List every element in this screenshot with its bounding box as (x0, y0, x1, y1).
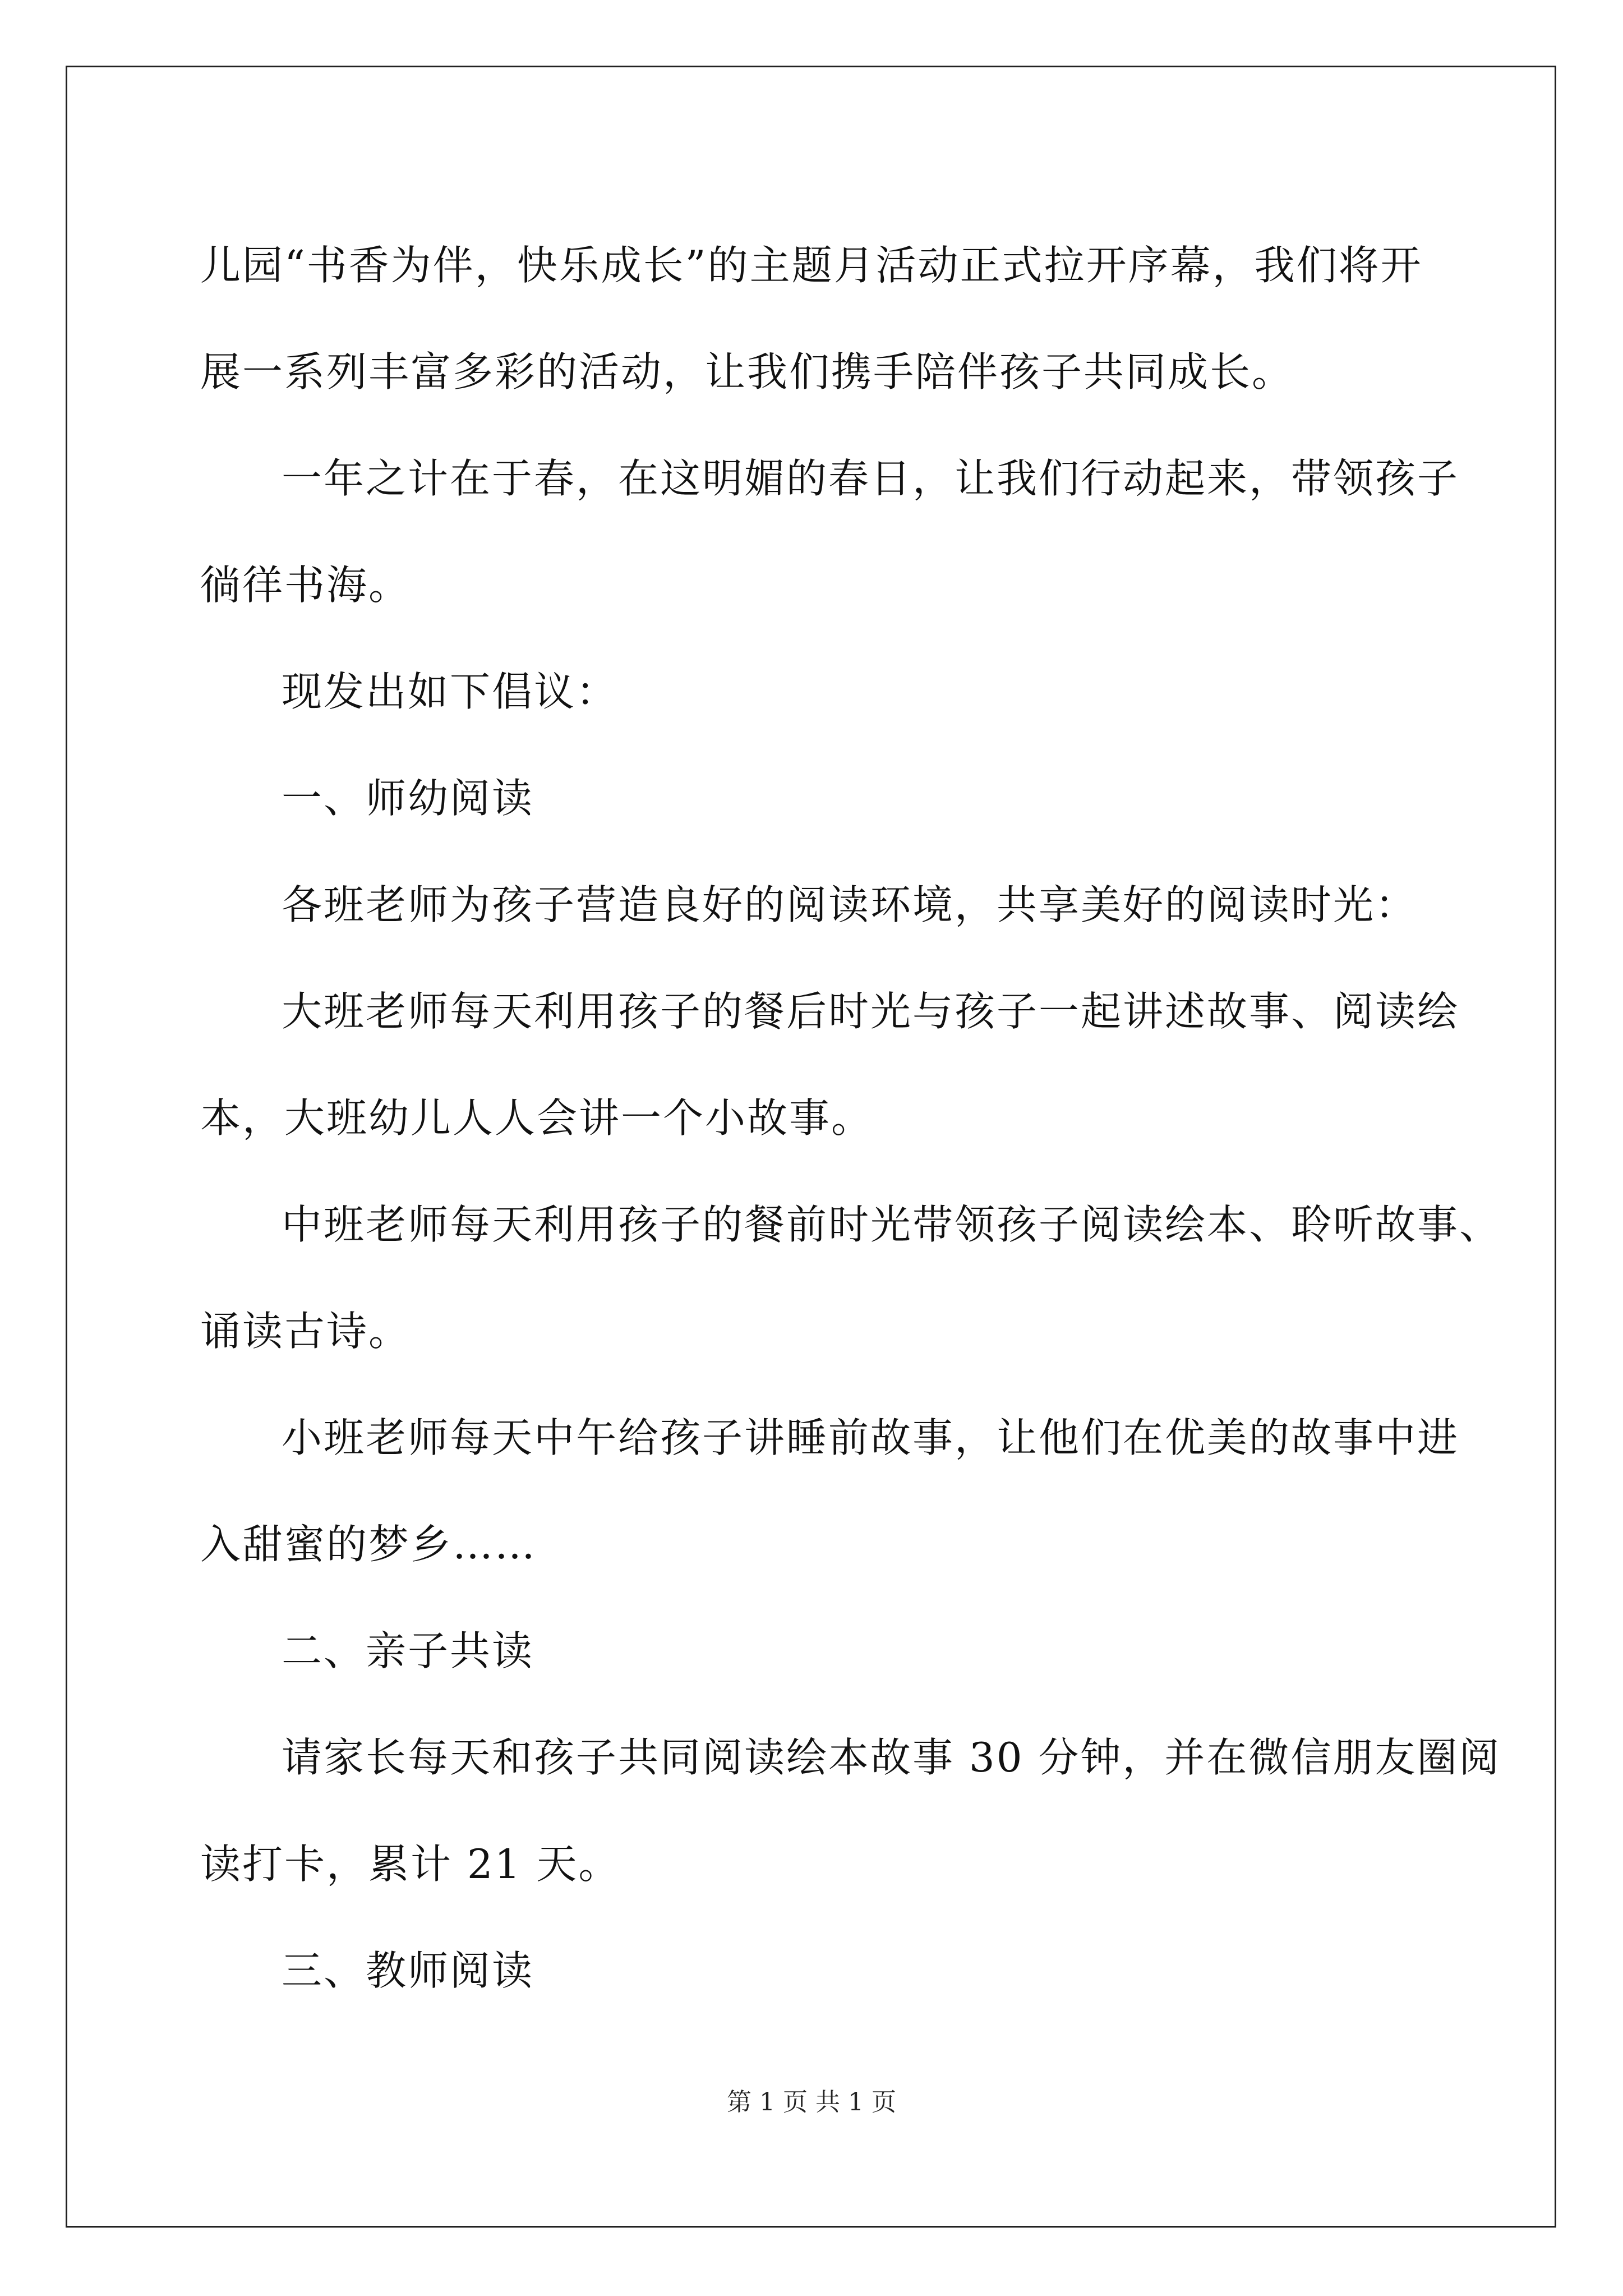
text-line-11: 诵读古诗。 (200, 1308, 411, 1355)
section-heading-1: 一、师幼阅读 (282, 775, 534, 822)
text-line-10: 中班老师每天利用孩子的餐前时光带领孩子阅读绘本、聆听故事、 (282, 1201, 1502, 1248)
text-line-8: 大班老师每天利用孩子的餐后时光与孩子一起讲述故事、阅读绘 (282, 988, 1460, 1035)
text-line-5: 现发出如下倡议： (282, 668, 619, 715)
document-body (200, 212, 1502, 2024)
text-line-2: 展一系列丰富多彩的活动，让我们携手陪伴孩子共同成长。 (200, 348, 1294, 395)
text-line-12: 小班老师每天中午给孩子讲睡前故事，让他们在优美的故事中进 (282, 1414, 1460, 1461)
text-line-9: 本，大班幼儿人人会讲一个小故事。 (200, 1094, 874, 1142)
section-heading-2: 二、亲子共读 (282, 1627, 534, 1674)
page-number-footer: 第 1 页 共 1 页 (727, 2088, 896, 2116)
text-line-16: 读打卡，累计 21 天。 (200, 1841, 621, 1888)
text-line-13: 入甜蜜的梦乡…… (200, 1521, 537, 1568)
text-line-4: 徜徉书海。 (200, 562, 411, 609)
text-line-15: 请家长每天和孩子共同阅读绘本故事 30 分钟，并在微信朋友圈阅 (282, 1734, 1501, 1781)
text-line-3: 一年之计在于春，在这明媚的春日，让我们行动起来，带领孩子 (282, 455, 1460, 502)
section-heading-3: 三、教师阅读 (282, 1947, 534, 1994)
text-line-7: 各班老师为孩子营造良好的阅读环境，共享美好的阅读时光： (282, 881, 1418, 928)
text-line-1: 儿园“书香为伴，快乐成长”的主题月活动正式拉开序幕，我们将开 (200, 242, 1423, 289)
